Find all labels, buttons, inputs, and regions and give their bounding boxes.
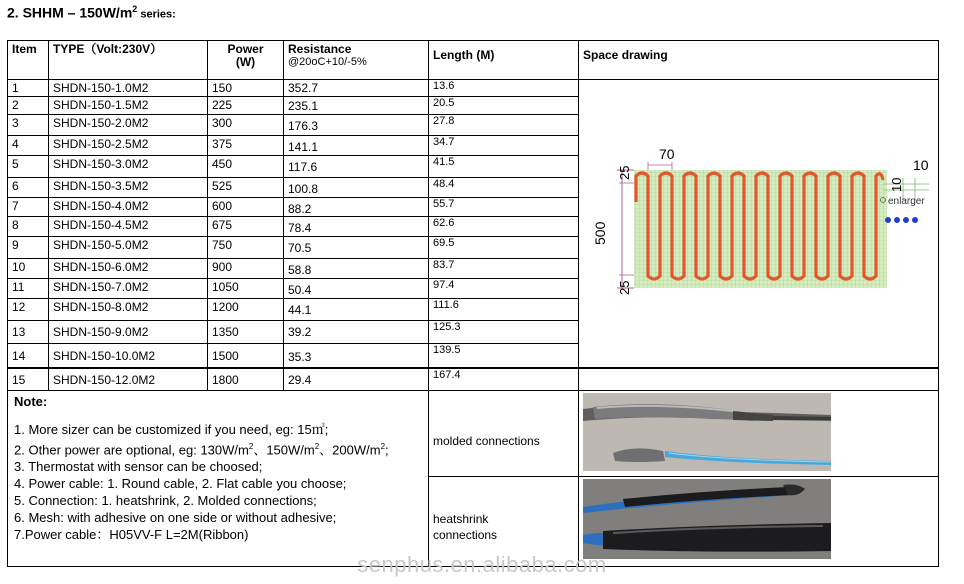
col-length: Length (M) bbox=[429, 41, 579, 80]
watermark: senphus.en.alibaba.com bbox=[357, 552, 607, 577]
table-row: 14 SHDN-150-10.0M2 1500 35.3 139.5 bbox=[8, 344, 939, 368]
note-line: 4. Power cable: 1. Round cable, 2. Flat cable you choose; bbox=[14, 475, 347, 491]
note-line: 3. Thermostat with sensor can be choosed; bbox=[14, 458, 263, 474]
col-space-drawing: Space drawing bbox=[579, 41, 939, 80]
dim-left-bottom-label: 25 bbox=[617, 280, 632, 295]
table-row: 1 SHDN-150-1.0M2 150 352.7 13.6 70 25 500 25 10 10 enlarger bbox=[8, 80, 939, 97]
table-row: 7 SHDN-150-4.0M2 600 88.2 55.7 bbox=[8, 197, 939, 216]
molded-connection-photo bbox=[583, 393, 831, 471]
page-heading: 2. SHHM – $150W/m^2$ series: bbox=[7, 4, 176, 21]
col-type: TYPE（Volt:230V） bbox=[49, 41, 208, 80]
note-line: 6. Mesh: with adhesive on one side or without adhesive; bbox=[14, 509, 337, 525]
table-row: 2 SHDN-150-1.5M2 225 235.1 20.5 bbox=[8, 97, 939, 114]
note-line: 7.Power cable：H05VV-F L=2M(Ribbon) bbox=[14, 526, 249, 542]
col-resistance: Resistance @20oC+10/-5% bbox=[284, 41, 429, 80]
molded-connections-photo-cell bbox=[579, 390, 939, 476]
spec-table bbox=[7, 40, 939, 567]
space-drawing-cell bbox=[579, 80, 939, 369]
table-row: 6 SHDN-150-3.5M2 525 100.8 48.4 bbox=[8, 177, 939, 197]
col-item: Item bbox=[8, 41, 49, 80]
table-row: 15 SHDN-150-12.0M2 1800 29.4 167.4 bbox=[8, 368, 939, 390]
table-header-row bbox=[8, 41, 939, 80]
space-drawing bbox=[579, 80, 938, 363]
note-line: 1. More sizer can be customized if you need, eg: 15㎡; bbox=[14, 421, 329, 437]
dim-height-label: 500 bbox=[592, 221, 608, 245]
dim-right-top-label: 10 bbox=[913, 157, 929, 173]
table-row: 13 SHDN-150-9.0M2 1350 39.2 125.3 bbox=[8, 320, 939, 343]
table-row: 3 SHDN-150-2.0M2 300 176.3 27.8 bbox=[8, 114, 939, 135]
col-power: Power (W) bbox=[208, 41, 284, 80]
continuation-dots bbox=[885, 217, 918, 223]
dim-right-side-label: 10 bbox=[889, 177, 904, 192]
table-row: 4 SHDN-150-2.5M2 375 141.1 34.7 bbox=[8, 135, 939, 155]
note-line: 5. Connection: 1. heatshrink, 2. Molded connections; bbox=[14, 492, 317, 508]
heatshrink-connections-label: heatshrink connections bbox=[429, 476, 579, 566]
table-row: 9 SHDN-150-5.0M2 750 70.5 69.5 bbox=[8, 237, 939, 258]
table-row: 10 SHDN-150-6.0M2 900 58.8 83.7 bbox=[8, 258, 939, 278]
note-line: 2. Other power are optional, eg: $130W/m^2$、$150W/m^2$、$200W/m^2$; bbox=[14, 441, 389, 457]
heatshrink-connection-photo bbox=[583, 479, 831, 559]
enlarger-label: enlarger bbox=[888, 196, 925, 207]
dim-top-label: 70 bbox=[659, 146, 675, 162]
table-row: 11 SHDN-150-7.0M2 1050 50.4 97.4 bbox=[8, 279, 939, 299]
molded-connections-label: molded connections bbox=[429, 390, 579, 476]
notes-title: Note: bbox=[14, 393, 48, 409]
table-row: 8 SHDN-150-4.5M2 675 78.4 62.6 bbox=[8, 217, 939, 237]
table-row: 12 SHDN-150-8.0M2 1200 44.1 111.6 bbox=[8, 299, 939, 320]
notes-section bbox=[8, 390, 429, 566]
dim-left-top-label: 25 bbox=[617, 165, 632, 180]
table-row: 5 SHDN-150-3.0M2 450 117.6 41.5 bbox=[8, 156, 939, 177]
